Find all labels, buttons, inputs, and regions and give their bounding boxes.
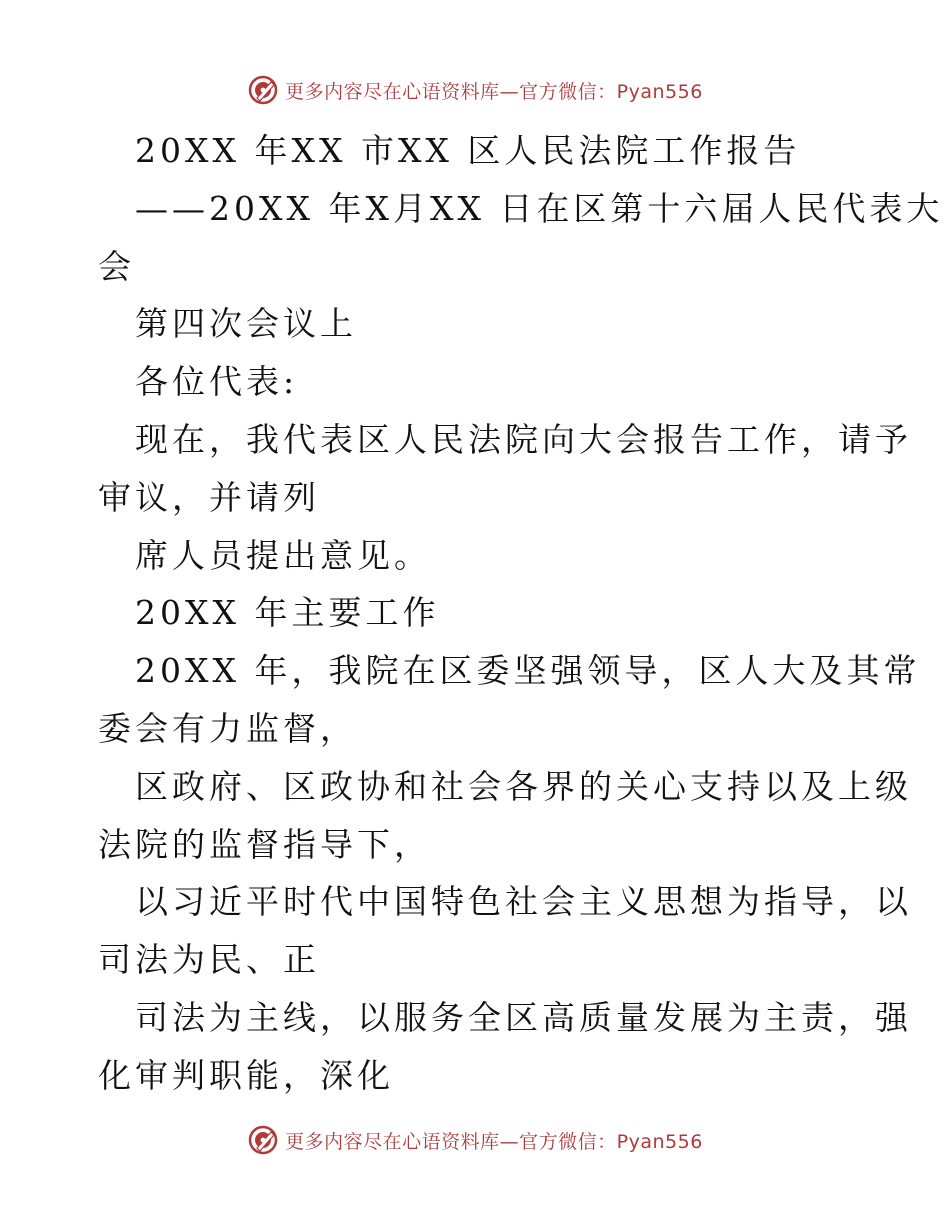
report-subtitle: ——20XX 年X月XX 日在区第十六届人民代表大 bbox=[135, 188, 944, 228]
text-line: 区政府、区政协和社会各界的关心支持以及上级 bbox=[135, 766, 912, 806]
watermark-text: 更多内容尽在心语资料库—官方微信：Pyan556 bbox=[285, 80, 703, 103]
text-line: 司法为主线，以服务全区高质量发展为主责，强 bbox=[135, 997, 912, 1037]
header-watermark bbox=[0, 72, 950, 108]
document-body bbox=[98, 122, 944, 1105]
text-line: 司法为民、正 bbox=[98, 940, 320, 980]
text-line: 席人员提出意见。 bbox=[135, 535, 431, 575]
salutation: 各位代表: bbox=[135, 362, 299, 402]
text-line: 第四次会议上 bbox=[135, 304, 357, 344]
seal-pen-logo-icon bbox=[247, 1124, 279, 1156]
text-line: 以习近平时代中国特色社会主义思想为指导，以 bbox=[135, 882, 912, 922]
text-line: 委会有力监督， bbox=[98, 708, 357, 748]
report-title: 20XX 年XX 市XX 区人民法院工作报告 bbox=[135, 131, 801, 170]
text-line: 审议，并请列 bbox=[98, 477, 320, 517]
footer-watermark bbox=[0, 1122, 950, 1158]
seal-pen-logo-icon bbox=[247, 74, 279, 106]
text-line: 20XX 年，我院在区委坚强领导，区人大及其常 bbox=[135, 651, 921, 691]
text-line: 化审判职能，深化 bbox=[98, 1055, 394, 1095]
text-line: 法院的监督指导下， bbox=[98, 824, 431, 864]
section-heading: 20XX 年主要工作 bbox=[135, 593, 440, 633]
text-line: 现在，我代表区人民法院向大会报告工作，请予 bbox=[135, 419, 912, 459]
watermark-text: 更多内容尽在心语资料库—官方微信：Pyan556 bbox=[285, 1130, 703, 1153]
text-line: 会 bbox=[98, 246, 135, 286]
